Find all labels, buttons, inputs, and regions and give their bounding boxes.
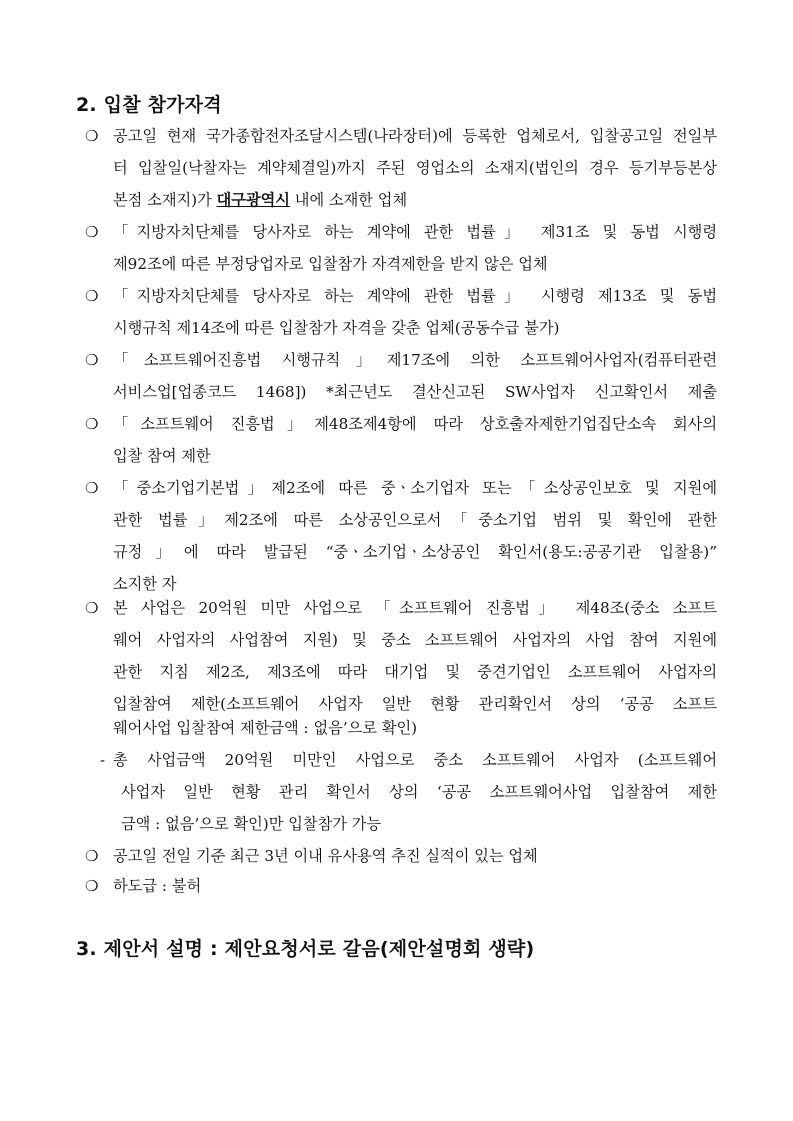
bullet-marker: ❍	[85, 599, 99, 617]
item-9-line-1: 공고일 전일 기준 최근 3년 이내 유사용역 추진 실적이 있는 업체	[113, 847, 538, 865]
bullet-marker: ❍	[85, 287, 99, 305]
item-6-line-1: 「중소기업기본법」제2조에 따른 중ㆍ소기업자 또는「소상공인보호 및 지원에	[113, 479, 717, 497]
item-10-line-1: 하도급 : 불허	[113, 877, 202, 895]
item-7-line-3: 관한 지침 제2조, 제3조에 따라 대기업 및 중견기업인 소프트웨어 사업자의	[113, 663, 717, 681]
item-4-line-1: 「소프트웨어진흥법 시행규칙」제17조에 의한 소프트웨어사업자(컴퓨터관련	[113, 351, 717, 369]
item-1-line-3-text-a: 본점 소재지)가	[113, 191, 217, 209]
bullet-marker: ❍	[85, 351, 99, 369]
item-7-line-4: 입찰참여 제한(소프트웨어 사업자 일반 현황 관리확인서 상의 ‘공공 소프트	[113, 695, 717, 713]
item-4-line-2: 서비스업[업종코드 1468]) *최근년도 결산신고된 SW사업자 신고확인서 제출	[113, 383, 717, 401]
item-1-line-2: 터 입찰일(낙찰자는 계약체결일)까지 주된 영업소의 소재지(법인의 경우 등기부등본상	[113, 159, 717, 177]
item-5-line-2: 입찰 참여 제한	[113, 447, 211, 465]
item-6-line-3: 규정」에 따라 발급된 “중ㆍ소기업ㆍ소상공인 확인서(용도:공공기관 입찰용)”	[113, 543, 717, 561]
item-2-line-2: 제92조에 따른 부정당업자로 입찰참가 자격제한을 받지 않은 업체	[113, 255, 548, 273]
bullet-marker: ❍	[85, 479, 99, 497]
bullet-marker: ❍	[85, 223, 99, 241]
bullet-marker: ❍	[85, 127, 99, 145]
item-7-line-1: 본 사업은 20억원 미만 사업으로 「소프트웨어 진흥법」 제48조(중소 소프트	[113, 599, 717, 617]
item-8-line-2: 사업자 일반 현황 관리 확인서 상의 ‘공공 소프트웨어사업 입찰참여 제한	[121, 783, 717, 801]
item-1-line-1: 공고일 현재 국가종합전자조달시스템(나라장터)에 등록한 업체로서, 입찰공고일 전일부	[113, 127, 717, 145]
item-2-line-1: 「지방자치단체를 당사자로 하는 계약에 관한 법률」 제31조 및 동법 시행령	[113, 223, 717, 241]
region-emphasis: 대구광역시	[216, 191, 290, 209]
bullet-marker: ❍	[85, 415, 99, 433]
section-2-heading: 2. 입찰 참가자격	[76, 94, 222, 116]
item-7-line-2: 웨어 사업자의 사업참여 지원) 및 중소 소프트웨어 사업자의 사업 참여 지원에	[113, 631, 717, 649]
item-3-line-2: 시행규칙 제14조에 따른 입찰참가 자격을 갖춘 업체(공동수급 불가)	[113, 319, 560, 337]
item-8-line-3: 금액 : 없음’으로 확인)만 입찰참가 가능	[121, 815, 382, 833]
item-1-line-3	[113, 186, 717, 214]
dash-marker: -	[100, 751, 106, 769]
bullet-marker: ❍	[85, 877, 99, 895]
item-7-line-5: 웨어사업 입찰참여 제한금액 : 없음’으로 확인)	[113, 719, 418, 737]
item-5-line-1: 「소프트웨어 진흥법」제48조제4항에 따라 상호출자제한기업집단소속 회사의	[113, 415, 717, 433]
item-6-line-4: 소지한 자	[113, 575, 177, 593]
item-3-line-1: 「지방자치단체를 당사자로 하는 계약에 관한 법률」 시행령 제13조 및 동법	[113, 287, 717, 305]
item-1-line-3-text-b: 내에 소재한 업체	[289, 191, 408, 209]
item-8-line-1: 총 사업금액 20억원 미만인 사업으로 중소 소프트웨어 사업자 (소프트웨어	[113, 751, 717, 769]
section-3-heading: 3. 제안서 설명 : 제안요청서로 갈음(제안설명회 생략)	[76, 938, 535, 960]
item-6-line-2: 관한 법률」제2조에 따른 소상공인으로서「중소기업 범위 및 확인에 관한	[113, 511, 717, 529]
bullet-marker: ❍	[85, 847, 99, 865]
